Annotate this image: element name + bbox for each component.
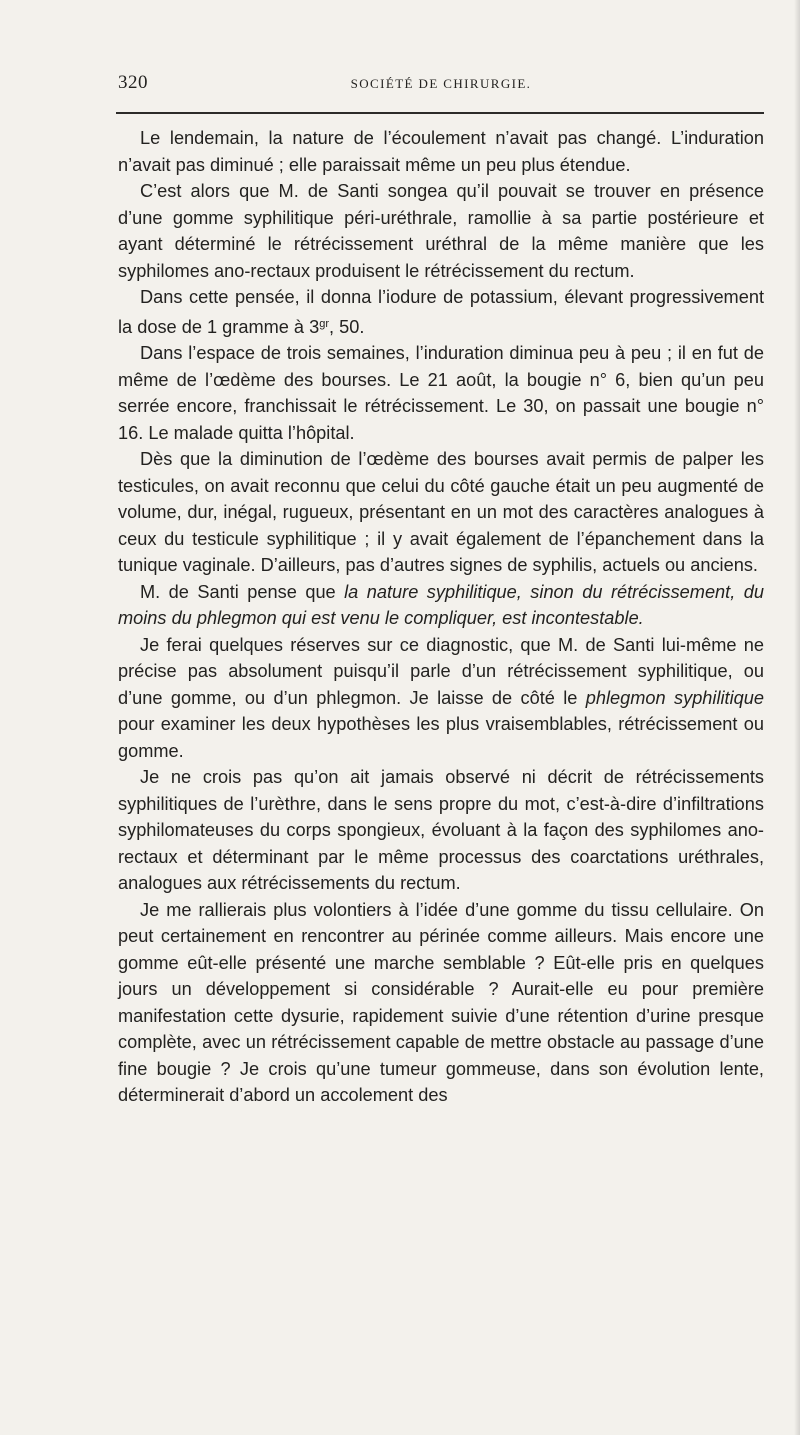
page-edge-shadow xyxy=(794,0,800,1435)
body-text xyxy=(118,125,764,1109)
italic-term: phlegmon syphilitique xyxy=(585,687,764,708)
paragraph-text: , 50. xyxy=(328,316,365,337)
italic-quote: la nature syphilitique, sinon du rétrécissement, du moins du phlegmon qui est venu le compliquer, est incontestable. xyxy=(118,581,764,628)
paragraph xyxy=(118,579,764,632)
paragraph-text: M. de Santi pense que xyxy=(140,581,345,602)
running-head xyxy=(118,72,764,100)
paragraph: C’est alors que M. de Santi songea qu’il pouvait se trouver en présence d’une gomme syphilitique péri-uréthrale, ramollie à sa partie postérieure et ayant déterminé le rétrécissement uréthral de la même manière que les syphilomes ano-rectaux produisent le rétrécissement du rectum. xyxy=(118,181,764,281)
header-rule xyxy=(116,112,764,114)
paragraph-text: Je ferai quelques réserves sur ce diagnostic, que M. de Santi lui-même ne précise pas absolument puisqu’il parle d’un rétrécissement syphilitique, ou d’une gomme, ou d’un phlegmon. Je laisse de côté le xyxy=(118,634,764,708)
paragraph-text: Dans cette pensée, il donna l’iodure de potassium, élevant progressivement la dose de 1 gramme à 3 xyxy=(118,287,764,337)
page-number: 320 xyxy=(118,72,148,93)
paragraph: Dès que la diminution de l’œdème des bourses avait permis de palper les testicules, on avait reconnu que celui du côté gauche était un peu augmenté de volume, dur, inégal, rugueux, présentant en un mot des caractères analogues à ceux du testicule syphilitique ; il y avait également de l’épanchement dans la tunique vaginale. D’ailleurs, pas d’autres signes de syphilis, actuels ou anciens. xyxy=(118,449,764,575)
paragraph-text: pour examiner les deux hypothèses les plus vraisemblables, rétrécissement ou gomme. xyxy=(118,714,764,761)
paragraph: Je ne crois pas qu’on ait jamais observé ni décrit de rétrécissements syphilitiques de l’urèthre, dans le sens propre du mot, c’est-à-dire d’infiltrations syphilomateuses du corps spongieux, évoluant à la façon des syphilomes ano-rectaux et déterminant par le même processus des coarctations uréthrales, analogues aux rétrécissements du rectum. xyxy=(118,767,764,893)
paragraph xyxy=(118,284,764,340)
paragraph xyxy=(118,632,764,765)
paragraph: Le lendemain, la nature de l’écoulement n’avait pas changé. L’induration n’avait pas diminué ; elle paraissait même un peu plus étendue. xyxy=(118,128,764,175)
paragraph: Je me rallierais plus volontiers à l’idée d’une gomme du tissu cellulaire. On peut certainement en rencontrer au périnée comme ailleurs. Mais encore une gomme eût-elle présenté une marche semblable ? Eût-elle pris en quelques jours un développement si considérable ? Aurait-elle eu pour première manifestation cette dysurie, rapidement suivie d’une rétention d’urine presque complète, avec un rétrécissement capable de mettre obstacle au passage d’une fine bougie ? Je crois qu’une tumeur gommeuse, dans son évolution lente, déterminerait d’abord un accolement des xyxy=(118,899,764,1105)
paragraph: Dans l’espace de trois semaines, l’induration diminua peu à peu ; il en fut de même de l’œdème des bourses. Le 21 août, la bougie n° 6, bien qu’un peu serrée encore, franchissait le rétrécissement. Le 30, on passait une bougie n° 16. Le malade quitta l’hôpital. xyxy=(118,343,764,443)
journal-title: SOCIÉTÉ DE CHIRURGIE. xyxy=(350,76,532,91)
unit-superscript: gr xyxy=(319,317,329,330)
